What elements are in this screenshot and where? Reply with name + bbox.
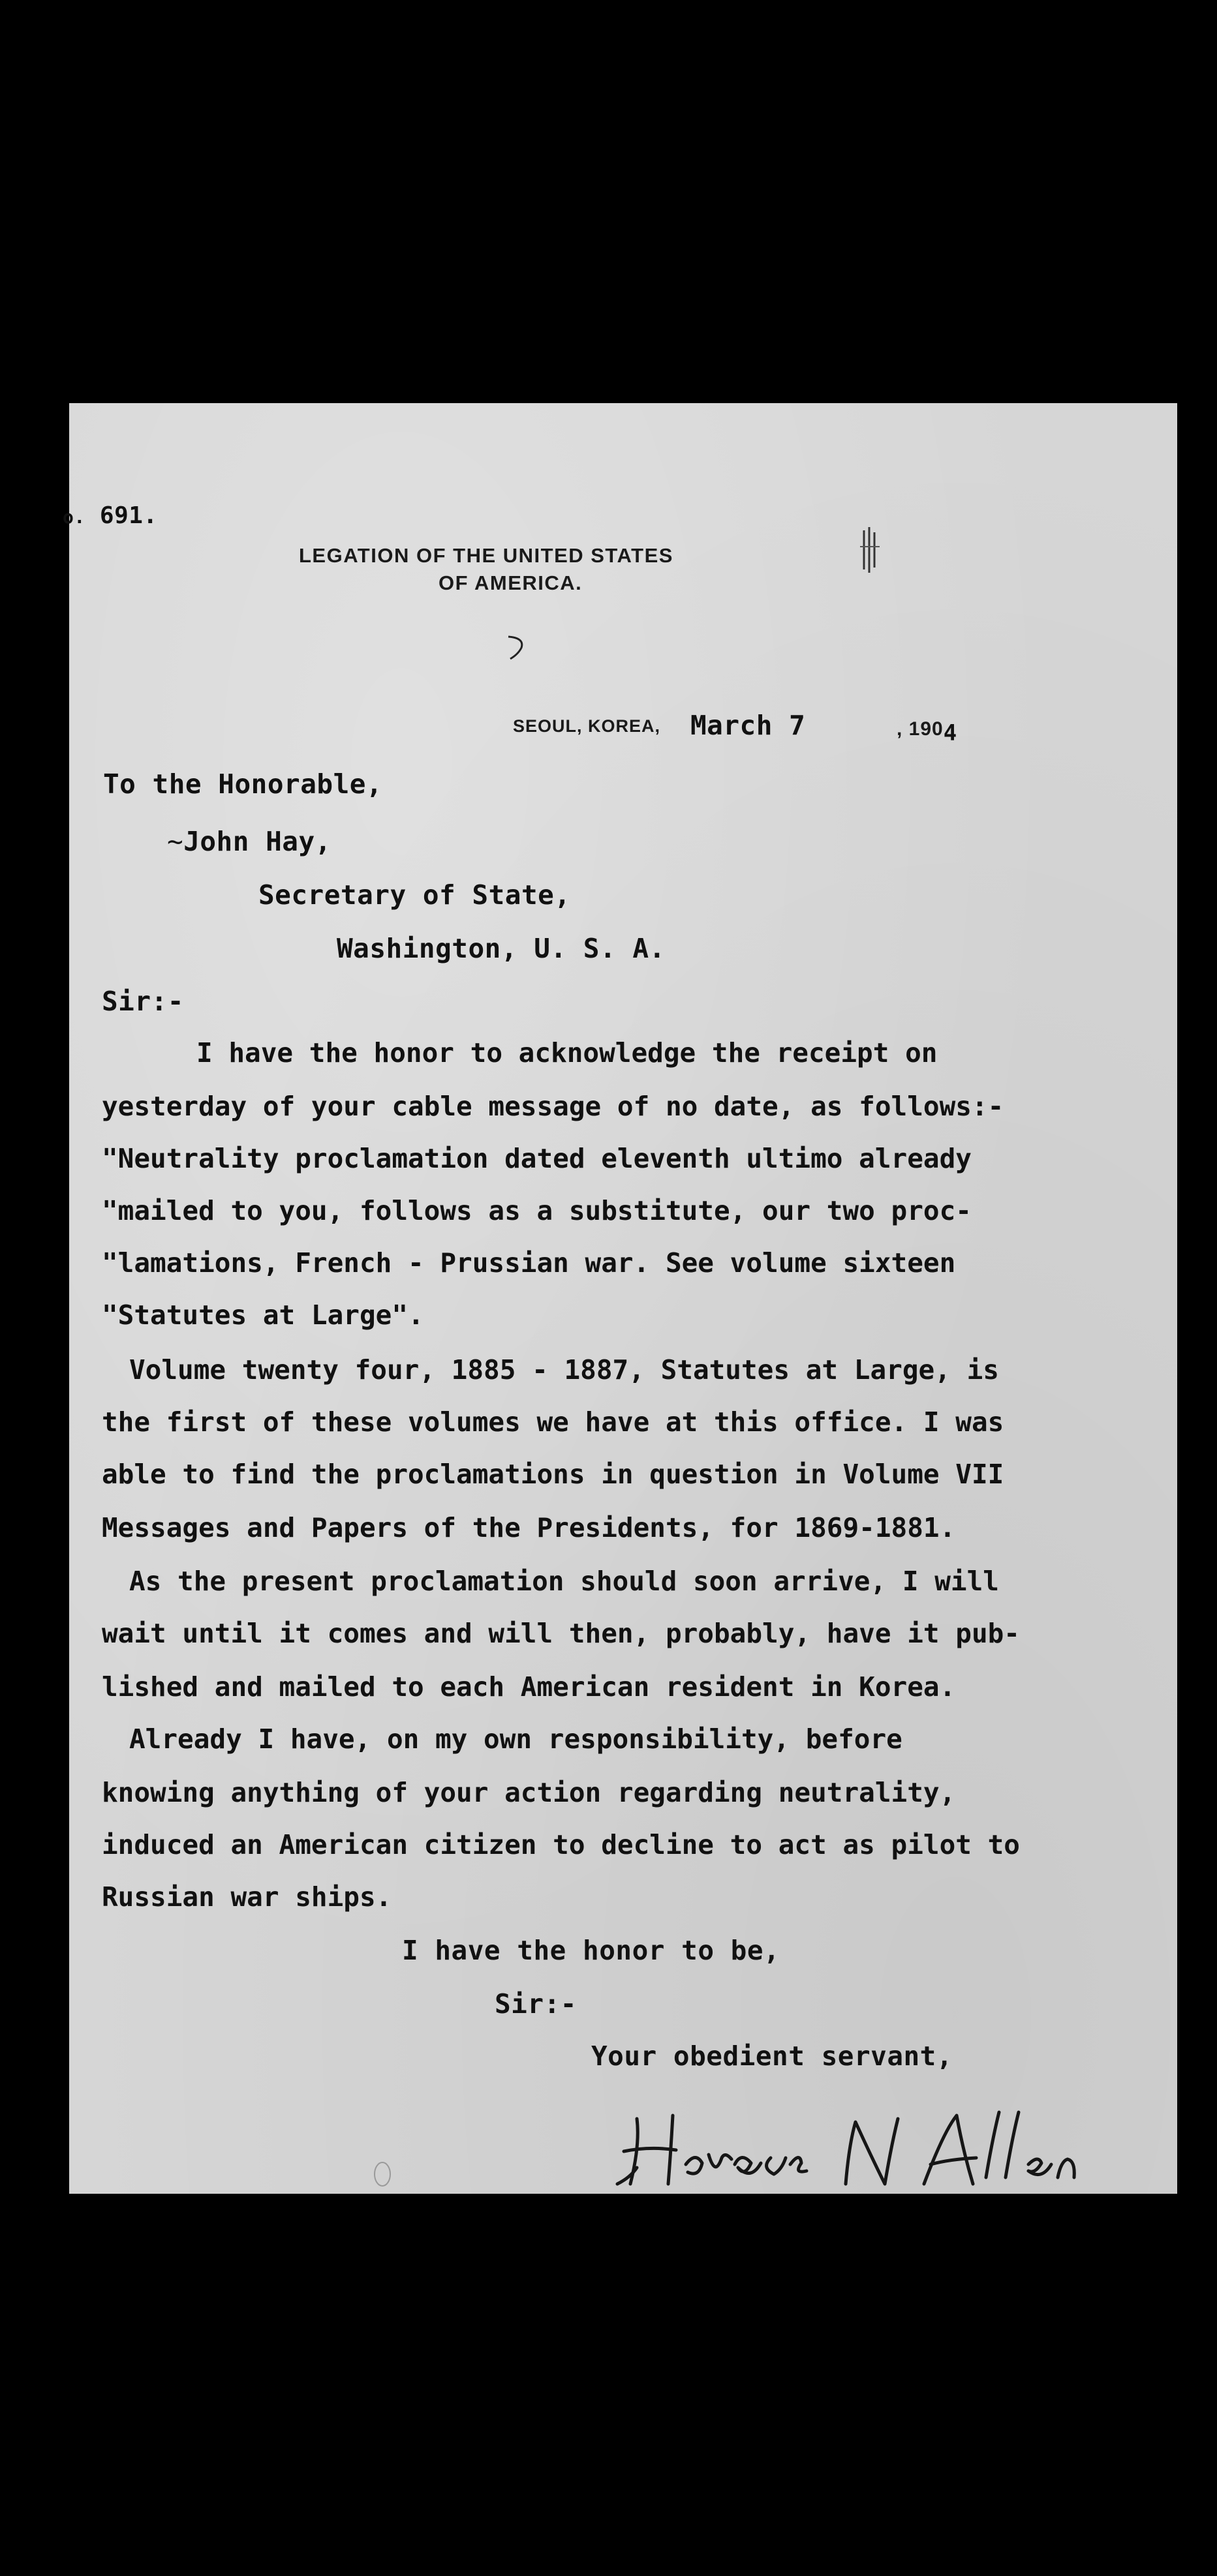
body-line: induced an American citizen to decline to act as pilot to [102, 1829, 1020, 1860]
smudge-mark [369, 2158, 395, 2190]
address-line-4: Washington, U. S. A. [337, 933, 666, 964]
body-line: As the present proclamation should soon arrive, I will [129, 1566, 999, 1597]
body-line: "lamations, French - Prussian war. See volume sixteen [102, 1247, 956, 1279]
body-line: yesterday of your cable message of no date, as follows:- [102, 1091, 1004, 1122]
body-line: "Neutrality proclamation dated eleventh ultimo already [102, 1143, 972, 1174]
address-line-1: To the Honorable, [103, 768, 383, 800]
signature [611, 2086, 1107, 2197]
body-line: Already I have, on my own responsibility, before [129, 1723, 902, 1755]
body-line: "mailed to you, follows as a substitute, our two proc- [102, 1195, 972, 1226]
body-line: lished and mailed to each American resident in Korea. [102, 1671, 956, 1703]
body-line: knowing anything of your action regarding neutrality, [102, 1777, 956, 1808]
file-number: o. 691. [63, 502, 158, 529]
body-line: Messages and Papers of the Presidents, for 1869-1881. [102, 1512, 956, 1543]
letterhead-line-2: OF AMERICA. [439, 571, 583, 594]
body-line: the first of these volumes we have at this office. I was [102, 1406, 1004, 1438]
dateline-date: March 7 [690, 710, 806, 741]
closing-line-1: I have the honor to be, [402, 1935, 780, 1966]
letter-sheet [63, 403, 1177, 2194]
closing-line-3: Your obedient servant, [591, 2040, 953, 2072]
body-line: wait until it comes and will then, probably, have it pub- [102, 1618, 1020, 1649]
closing-line-2: Sir:- [495, 1988, 577, 2020]
dateline-year: , 1904 [897, 718, 957, 746]
address-line-3: Secretary of State, [258, 879, 571, 911]
dateline-place: SEOUL, KOREA, [513, 716, 661, 736]
letterhead-line-1: LEGATION OF THE UNITED STATES [299, 544, 673, 567]
body-line: Russian war ships. [102, 1881, 392, 1913]
body-line: "Statutes at Large". [102, 1299, 424, 1331]
letter-body [69, 403, 1177, 2194]
body-line: able to find the proclamations in question in Volume VII [102, 1459, 1004, 1490]
body-line: I have the honor to acknowledge the receipt on [196, 1037, 938, 1068]
address-line-2: ~John Hay, [167, 826, 331, 857]
salutation: Sir:- [102, 986, 184, 1017]
body-line: Volume twenty four, 1885 - 1887, Statutes at Large, is [129, 1354, 999, 1386]
